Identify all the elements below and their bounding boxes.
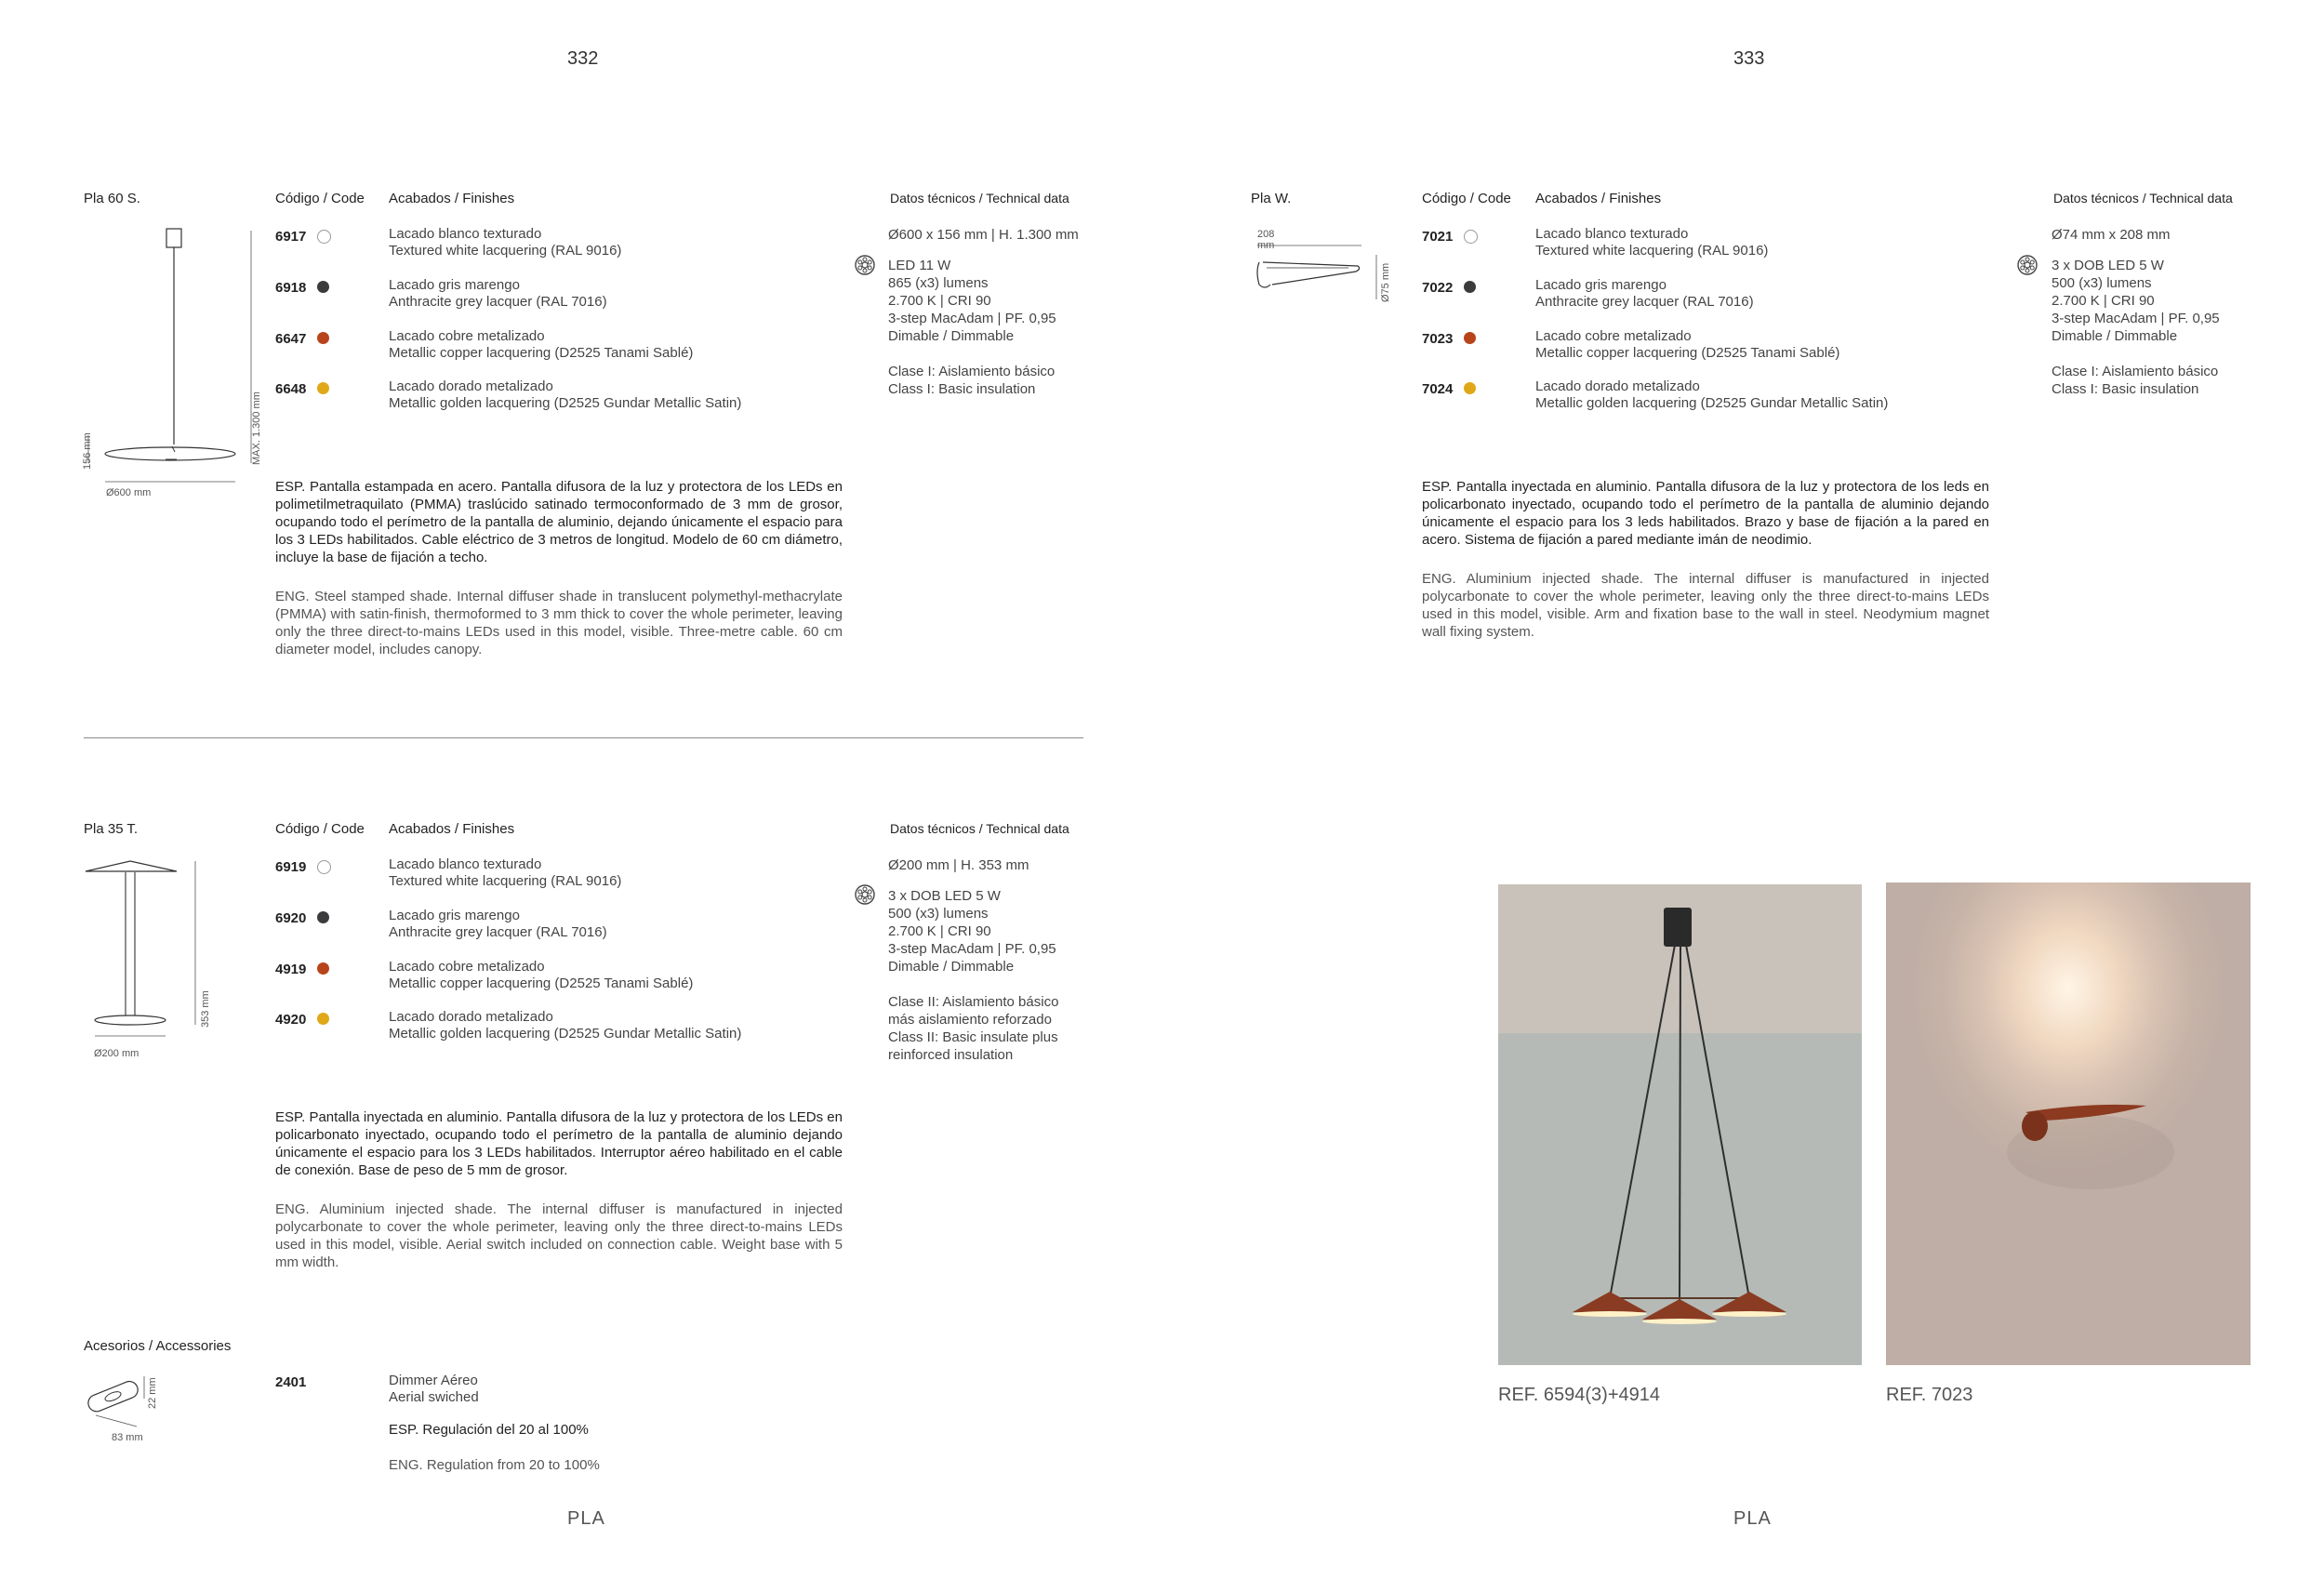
code-6917: 6917	[275, 229, 307, 245]
footer-left: PLA	[567, 1508, 605, 1529]
finish-4919: Lacado cobre metalizado Metallic copper lacquering (D2525 Tanami Sablé)	[389, 959, 694, 991]
photo-caption-left: REF. 6594(3)+4914	[1498, 1385, 1661, 1405]
wall-lamp-illustration	[1886, 882, 2251, 1365]
pla-60-s-description-esp: ESP. Pantalla estampada en acero. Pantalla difusora de la luz y protectora de los LEDs en polimetilmetraquilato (PMMA) traslúcido satinado termoconformado de 3 mm de grosor, ocupando todo el perímetro de la pantalla de aluminio, dejando únicamente el espacio para los 3 LEDs habilitados. Cable eléctrico de 3 metros de longitud. Modelo de 60 cm diámetro, incluye la base de fijación a techo.	[275, 479, 843, 565]
finish-4920: Lacado dorado metalizado Metallic golden lacquering (D2525 Gundar Metallic Satin)	[389, 1009, 742, 1042]
pla-35-t-height-dim: 353 mm	[200, 990, 211, 1028]
finish-6917: Lacado blanco texturado Textured white lacquering (RAL 9016)	[389, 226, 622, 259]
dimmer-drawing	[79, 1369, 172, 1434]
pla-35-t-insulation-class: Clase II: Aislamiento básico más aislamiento reforzado Class II: Basic insulate plus reinforced insulation	[888, 994, 1059, 1063]
finish-6920: Lacado gris marengo Anthracite grey lacquer (RAL 7016)	[389, 908, 607, 940]
product-name-pla-60-s: Pla 60 S.	[84, 191, 140, 206]
code-6647: 6647	[275, 331, 307, 347]
pla-60-s-drawing	[74, 221, 270, 500]
color-swatch-white	[317, 860, 331, 874]
pla-35-t-led-data: 3 x DOB LED 5 W 500 (x3) lumens 2.700 K | CRI 90 3-step MacAdam | PF. 0,95 Dimable / Dimmable	[888, 888, 1056, 975]
dimmer-height-dim: 22 mm	[147, 1377, 158, 1409]
pla-w-depth-dim: Ø75 mm	[1380, 262, 1391, 302]
led-icon	[854, 883, 876, 906]
finish-7021: Lacado blanco texturado Textured white lacquering (RAL 9016)	[1535, 226, 1769, 259]
accessory-description-eng: ENG. Regulation from 20 to 100%	[389, 1457, 600, 1473]
code-4920: 4920	[275, 1012, 307, 1028]
accessory-name: Dimmer Aéreo Aerial swiched	[389, 1373, 479, 1405]
finish-6648: Lacado dorado metalizado Metallic golden lacquering (D2525 Gundar Metallic Satin)	[389, 378, 742, 411]
pla-w-description-eng: ENG. Aluminium injected shade. The internal diffuser is manufactured in injected polycarbonate to cover the whole perimeter, leaving only the three direct-to-mains LEDs used in this model, visible. Arm and fixation base to the wall in steel. Neodymium magnet wall fixing system.	[1422, 571, 1989, 640]
header-finishes: Acabados / Finishes	[389, 821, 515, 837]
code-4919: 4919	[275, 962, 307, 977]
color-swatch-copper	[1464, 332, 1476, 344]
code-6918: 6918	[275, 280, 307, 296]
header-tech: Datos técnicos / Technical data	[2053, 191, 2233, 206]
code-7022: 7022	[1422, 280, 1454, 296]
photo-wall-lamp	[1886, 882, 2251, 1365]
color-swatch-grey	[317, 911, 329, 923]
photo-pendant-lamp	[1498, 884, 1862, 1365]
header-finishes: Acabados / Finishes	[1535, 191, 1662, 206]
pla-60-s-description-eng: ENG. Steel stamped shade. Internal diffuser shade in translucent polymethyl-methacrylate (PMMA) with satin-finish, thermoformed to 3 mm thick to cover the whole perimeter, leaving only the three direct-to-mains LEDs used in this model, visible. Three-metre cable. 60 cm diameter model, includes canopy.	[275, 589, 843, 657]
page-number-right: 333	[1733, 48, 1765, 69]
pla-60-s-insulation-class: Clase I: Aislamiento básico Class I: Basic insulation	[888, 364, 1056, 397]
header-code: Código / Code	[275, 821, 365, 837]
product-name-pla-w: Pla W.	[1251, 191, 1292, 206]
code-7021: 7021	[1422, 229, 1454, 245]
finish-7022: Lacado gris marengo Anthracite grey lacquer (RAL 7016)	[1535, 277, 1754, 310]
pla-w-insulation-class: Clase I: Aislamiento básico Class I: Basic insulation	[2052, 364, 2219, 397]
pla-35-t-diameter-dim: Ø200 mm	[94, 1048, 139, 1059]
header-code: Código / Code	[1422, 191, 1511, 206]
pla-60-s-max-height-dim: MAX. 1.300 mm	[251, 391, 262, 465]
color-swatch-grey	[1464, 281, 1476, 293]
pla-60-s-size: Ø600 x 156 mm | H. 1.300 mm	[888, 227, 1079, 243]
pla-35-t-description-esp: ESP. Pantalla inyectada en aluminio. Pantalla difusora de la luz y protectora de los LEDs en policarbonato inyectado, ocupando todo el perímetro de la pantalla de aluminio dejando únicamente el espacio para los 3 LEDs habilitados. Interruptor aéreo habilitado en el cable de conexión. Base de peso de 5 mm de grosor.	[275, 1109, 843, 1178]
pla-w-drawing	[1246, 244, 1386, 309]
product-name-pla-35-t: Pla 35 T.	[84, 821, 139, 837]
code-2401: 2401	[275, 1374, 307, 1390]
finish-7023: Lacado cobre metalizado Metallic copper lacquering (D2525 Tanami Sablé)	[1535, 328, 1840, 361]
code-7023: 7023	[1422, 331, 1454, 347]
finish-6647: Lacado cobre metalizado Metallic copper lacquering (D2525 Tanami Sablé)	[389, 328, 694, 361]
header-finishes: Acabados / Finishes	[389, 191, 515, 206]
pla-w-width-dim: 208 mm	[1257, 229, 1275, 251]
code-6648: 6648	[275, 381, 307, 397]
header-tech: Datos técnicos / Technical data	[890, 191, 1069, 206]
accessory-description-esp: ESP. Regulación del 20 al 100%	[389, 1422, 589, 1438]
code-7024: 7024	[1422, 381, 1454, 397]
code-6920: 6920	[275, 910, 307, 926]
color-swatch-grey	[317, 281, 329, 293]
header-tech: Datos técnicos / Technical data	[890, 821, 1069, 836]
color-swatch-gold	[317, 382, 329, 394]
header-code: Código / Code	[275, 191, 365, 206]
pla-w-size: Ø74 mm x 208 mm	[2052, 227, 2171, 243]
color-swatch-copper	[317, 332, 329, 344]
finish-6918: Lacado gris marengo Anthracite grey lacquer (RAL 7016)	[389, 277, 607, 310]
pla-60-s-diameter-dim: Ø600 mm	[106, 487, 152, 498]
finish-6919: Lacado blanco texturado Textured white lacquering (RAL 9016)	[389, 856, 622, 889]
pla-35-t-description-eng: ENG. Aluminium injected shade. The internal diffuser is manufactured in injected polycarbonate to cover the whole perimeter, leaving only the three direct-to-mains LEDs used in this model, visible. Aerial switch included on connection cable. Weight base with 5 mm width.	[275, 1201, 843, 1270]
pendant-lamp-illustration	[1498, 884, 1862, 1365]
finish-7024: Lacado dorado metalizado Metallic golden lacquering (D2525 Gundar Metallic Satin)	[1535, 378, 1889, 411]
pla-60-s-led-data: LED 11 W 865 (x3) lumens 2.700 K | CRI 90 3-step MacAdam | PF. 0,95 Dimable / Dimmable	[888, 258, 1056, 344]
dimmer-length-dim: 83 mm	[112, 1432, 143, 1443]
led-icon	[2016, 254, 2038, 276]
section-divider	[84, 737, 1083, 738]
pla-w-led-data: 3 x DOB LED 5 W 500 (x3) lumens 2.700 K | CRI 90 3-step MacAdam | PF. 0,95 Dimable / Dimmable	[2052, 258, 2220, 344]
color-swatch-white	[317, 230, 331, 244]
color-swatch-gold	[1464, 382, 1476, 394]
page-number-left: 332	[567, 48, 599, 69]
pla-35-t-size: Ø200 mm | H. 353 mm	[888, 857, 1029, 873]
photo-caption-right: REF. 7023	[1886, 1385, 1973, 1405]
accessories-title: Acesorios / Accessories	[84, 1338, 232, 1354]
pla-w-description-esp: ESP. Pantalla inyectada en aluminio. Pantalla difusora de la luz y protectora de los leds en policarbonato inyectado, ocupando todo el perímetro de la pantalla de aluminio dejando únicamente el espacio para los 3 leds habilitados. Brazo y base de fijación a la pared en acero. Sistema de fijación a pared mediante imán de neodimio.	[1422, 479, 1989, 548]
code-6919: 6919	[275, 859, 307, 875]
color-swatch-white	[1464, 230, 1478, 244]
color-swatch-copper	[317, 962, 329, 975]
color-swatch-gold	[317, 1013, 329, 1025]
led-icon	[854, 254, 876, 276]
pla-60-s-height-dim: 156 mm	[82, 432, 93, 470]
footer-right: PLA	[1733, 1508, 1772, 1529]
